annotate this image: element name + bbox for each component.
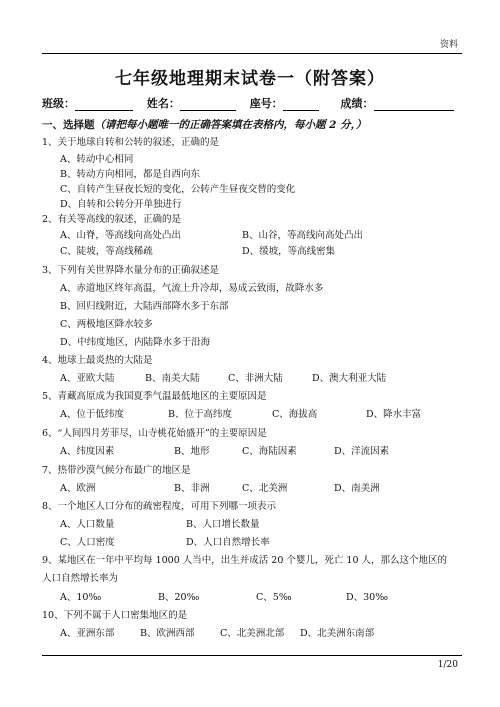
q1-option-b: B、转动方向相同，都是自西向东 xyxy=(60,169,200,180)
q5-option-a: A、位于低纬度 xyxy=(60,409,124,420)
score-label: 成绩： xyxy=(340,97,374,110)
question-7: 7、热带沙漠气候分布最广的地区是 xyxy=(42,465,191,476)
q8-option-d: D、人口自然增长率 xyxy=(186,537,270,548)
q5-option-d: D、降水丰富 xyxy=(366,409,422,420)
q4-option-c: C、非洲大陆 xyxy=(228,373,283,384)
class-blank xyxy=(75,100,133,111)
seat-label: 座号： xyxy=(249,97,283,110)
q2-option-a: A、山脊，等高线向高处凸出 xyxy=(60,230,181,241)
page-number: 1/20 xyxy=(437,660,458,670)
q4-option-b: B、南美大陆 xyxy=(145,373,200,384)
q3-option-b: B、回归线附近，大陆西部降水多于东部 xyxy=(60,301,229,312)
q8-option-a: A、人口数量 xyxy=(60,519,115,530)
q7-option-c: C、北美洲 xyxy=(242,483,288,494)
q4-option-a: A、亚欧大陆 xyxy=(60,373,115,384)
class-label: 班级： xyxy=(42,97,75,110)
q1-option-a: A、转动中心相同 xyxy=(60,154,134,165)
q7-option-b: B、非洲 xyxy=(174,483,210,494)
q9-option-d: D、30‰ xyxy=(346,592,388,603)
question-8: 8、一个地区人口分布的疏密程度，可用下列哪一项表示 xyxy=(42,501,277,512)
q10-option-c: C、北美洲北部 xyxy=(220,628,285,639)
seat-blank xyxy=(283,100,319,111)
name-blank xyxy=(180,100,236,111)
question-4: 4、地球上最炎热的大陆是 xyxy=(42,355,153,366)
section-label: 一、选择题 xyxy=(42,119,95,131)
q10-option-b: B、欧洲西部 xyxy=(140,628,195,639)
q9-option-a: A、10‰ xyxy=(60,592,102,603)
q8-option-c: C、人口密度 xyxy=(60,537,115,548)
question-5: 5、青藏高原成为我国夏季气温最低地区的主要原因是 xyxy=(42,391,267,402)
q2-option-d: D、缓坡，等高线密集 xyxy=(242,246,336,257)
section-note: （请把每小题唯一的正确答案填在表格内，每小题 2 分，） xyxy=(94,119,367,131)
q3-option-d: D、中纬度地区，内陆降水多于沿海 xyxy=(60,337,211,348)
q5-option-c: C、海拔高 xyxy=(272,409,318,420)
q7-option-d: D、南美洲 xyxy=(334,483,380,494)
question-9-cont: 人口自然增长率为 xyxy=(42,573,119,584)
name-label: 姓名： xyxy=(146,97,180,110)
q6-option-a: A、纬度因素 xyxy=(60,446,115,457)
question-9: 9、某地区在一年中平均每 1000 人当中，出生并成活 20 个婴儿，死亡 10 人，那么这个地区的 xyxy=(42,555,448,566)
header-rule xyxy=(42,53,462,54)
q9-option-b: B、20‰ xyxy=(158,592,200,603)
score-blank xyxy=(374,100,454,111)
page-title: 七年级地理期末试卷一（附答案） xyxy=(115,69,385,89)
question-10: 10、下列不属于人口密集地区的是 xyxy=(42,610,188,621)
q2-option-b: B、山谷，等高线向高处凸出 xyxy=(242,230,363,241)
q10-option-a: A、亚洲东部 xyxy=(60,628,115,639)
question-2: 2、有关等高线的叙述，正确的是 xyxy=(42,214,182,225)
q3-option-c: C、两极地区降水较多 xyxy=(60,319,153,330)
q6-option-b: B、地形 xyxy=(174,446,210,457)
q9-option-c: C、5‰ xyxy=(256,592,292,603)
section-heading xyxy=(42,117,366,132)
q7-option-a: A、欧洲 xyxy=(60,483,96,494)
q1-option-c: C、自转产生昼夜长短的变化，公转产生昼夜交替的变化 xyxy=(60,184,296,195)
q2-option-c: C、陡坡，等高线稀疏 xyxy=(60,246,153,257)
q6-option-c: C、海陆因素 xyxy=(242,446,297,457)
header-tag: 资料 xyxy=(439,40,458,50)
q6-option-d: D、洋流因素 xyxy=(334,446,390,457)
q4-option-d: D、澳大利亚大陆 xyxy=(312,373,387,384)
question-3: 3、下列有关世界降水量分布的正确叙述是 xyxy=(42,265,220,276)
question-1: 1、关于地球自转和公转的叙述，正确的是 xyxy=(42,137,220,148)
student-info-row xyxy=(42,95,472,111)
q5-option-b: B、位于高纬度 xyxy=(168,409,232,420)
q10-option-d: D、北美洲东南部 xyxy=(300,628,375,639)
q3-option-a: A、赤道地区终年高温，气流上升冷却，易成云致雨，故降水多 xyxy=(60,283,324,294)
footer-rule xyxy=(42,655,462,656)
q1-option-d: D、自转和公转分开单独进行 xyxy=(60,199,182,210)
question-6: 6、“人间四月芳菲尽，山寺桃花始盛开”的主要原因是 xyxy=(42,428,267,439)
q8-option-b: B、人口增长数量 xyxy=(186,519,260,530)
